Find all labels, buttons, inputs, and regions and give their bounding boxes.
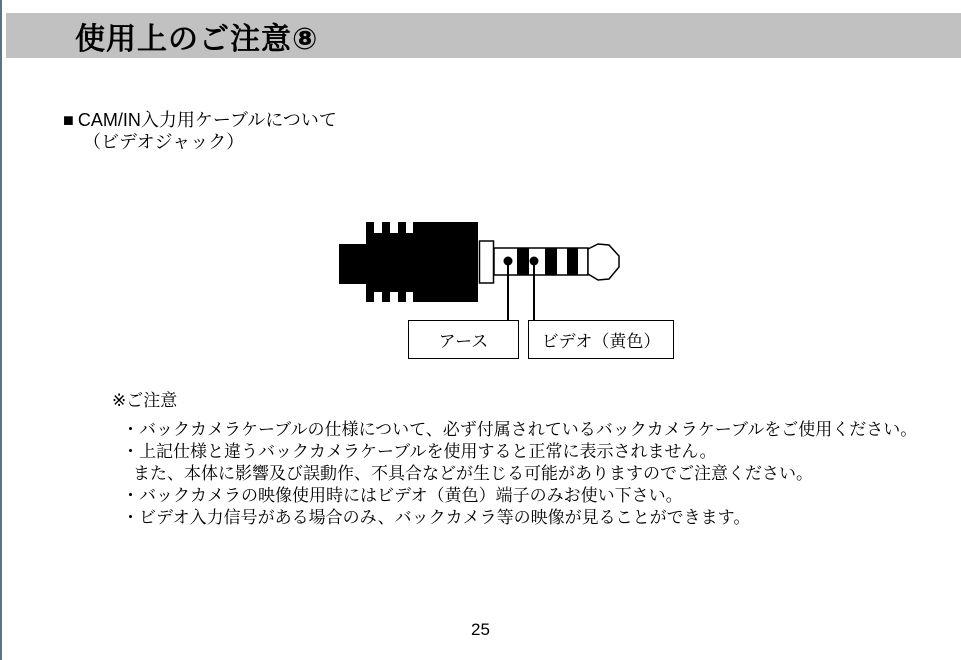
notes-header: ※ご注意 (112, 391, 178, 410)
note-line-continuation: また、本体に影響及び誤動作、不具合などが生じる可能がありますのでご注意ください。 (133, 464, 813, 483)
plug-body-right (413, 222, 478, 302)
shaft-band (517, 248, 529, 275)
video-contact-dot (530, 257, 539, 266)
shaft-band (567, 248, 578, 275)
section-heading-text: CAM/IN入力用ケーブルについて (77, 110, 337, 130)
label-box-ground: アース (408, 320, 519, 359)
note-line: ・バックカメラの映像使用時にはビデオ（黄色）端子のみお使い下さい。 (122, 486, 683, 505)
label-box-video: ビデオ（黄色） (528, 320, 674, 359)
page-title: 使用上のご注意⑧ (75, 22, 319, 56)
video-plug-diagram (330, 210, 630, 330)
section-subheading: （ビデオジャック） (83, 132, 245, 152)
title-bar (6, 13, 961, 58)
left-edge-line (0, 0, 2, 660)
grip-rib-top (398, 222, 406, 234)
note-line: ・上記仕様と違うバックカメラケーブルを使用すると正常に表示されません。 (122, 442, 717, 461)
section-heading (63, 109, 337, 153)
ground-contact-dot (504, 257, 513, 266)
grip-rib-bottom (398, 290, 406, 302)
grip-rib-bottom (366, 290, 374, 302)
cable-stub (339, 244, 367, 284)
grip-rib-bottom (382, 290, 390, 302)
section-heading-line (63, 109, 337, 131)
page-number: 25 (471, 620, 490, 639)
plug-tip (588, 244, 619, 280)
notes-section (112, 390, 917, 529)
note-line: ・バックカメラケーブルの仕様について、必ず付属されているバックカメラケーブルをご使用ください。 (122, 420, 918, 439)
note-line: ・ビデオ入力信号がある場合のみ、バックカメラ等の映像が見ることができます。 (122, 508, 751, 527)
shaft-band (545, 248, 557, 275)
grip-rib-top (366, 222, 374, 234)
plug-collar (480, 241, 494, 283)
square-bullet-icon: ■ (63, 110, 74, 130)
grip-rib-top (382, 222, 390, 234)
